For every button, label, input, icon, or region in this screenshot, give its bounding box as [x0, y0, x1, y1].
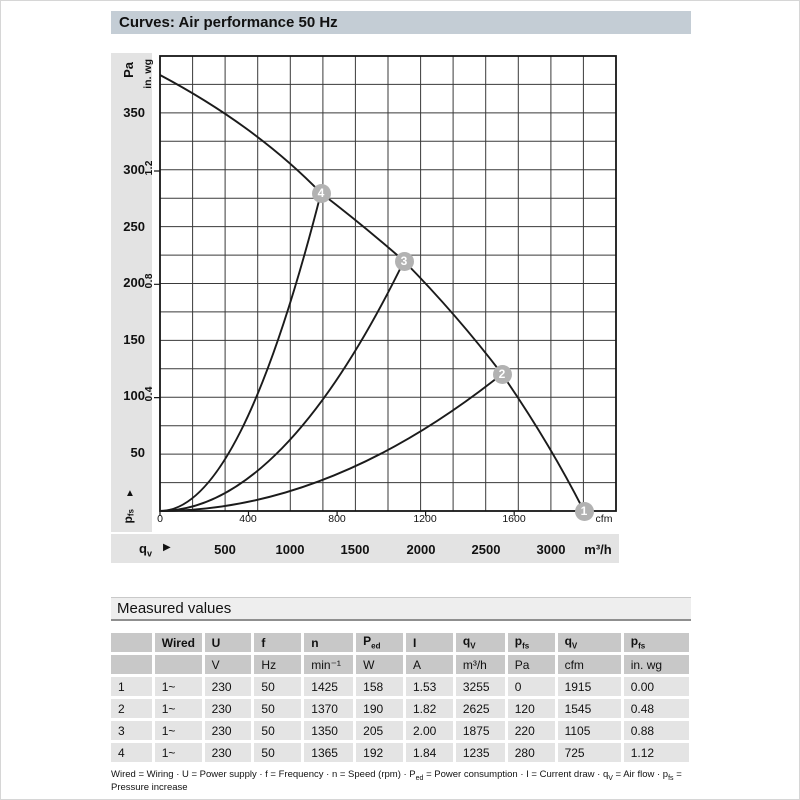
- cell: 1~: [155, 743, 202, 762]
- cell: 0: [508, 677, 555, 696]
- fan-curve: [160, 75, 584, 511]
- cfm-unit-label: cfm: [595, 513, 613, 525]
- cell: 1105: [558, 721, 621, 740]
- unit-a: A: [406, 655, 453, 674]
- table-row: [111, 699, 689, 718]
- cfm-tick-800: 800: [328, 513, 346, 525]
- cell: 2: [111, 699, 152, 718]
- cell: 2.00: [406, 721, 453, 740]
- pa-tick-100: 100: [123, 388, 145, 403]
- unit-m3h: m³/h: [456, 655, 505, 674]
- cell: 0.00: [624, 677, 689, 696]
- cfm-tick-400: 400: [239, 513, 257, 525]
- cfm-tick-0: 0: [157, 513, 163, 525]
- header-pfs-inwg: $p_{fs}$: [624, 633, 689, 652]
- system-curve-4: [160, 193, 321, 511]
- pa-tick-150: 150: [123, 332, 145, 347]
- inwg-tick-0-8: 0.8: [144, 273, 155, 289]
- table-row: [111, 743, 689, 762]
- cell: 120: [508, 699, 555, 718]
- unit-hz: Hz: [254, 655, 301, 674]
- unit-inwg: in. wg: [624, 655, 689, 674]
- cell: 0.88: [624, 721, 689, 740]
- qv-axis-label: $q_v$: [139, 541, 152, 559]
- cell: 0.48: [624, 699, 689, 718]
- cell: 1~: [155, 677, 202, 696]
- unit-pa: Pa: [508, 655, 555, 674]
- qv-right-arrow-icon: ▶: [163, 542, 171, 553]
- m3h-tick-2500: 2500: [471, 542, 501, 557]
- cell: 1350: [304, 721, 353, 740]
- cfm-tick-1600: 1600: [502, 513, 526, 525]
- header-blank: [111, 633, 152, 652]
- table-row: [111, 677, 689, 696]
- cell: 230: [205, 677, 252, 696]
- cell: 1: [111, 677, 152, 696]
- unit-blank: [111, 655, 152, 674]
- header-f: f: [254, 633, 301, 652]
- unit-cfm: cfm: [558, 655, 621, 674]
- m3h-tick-1000: 1000: [275, 542, 305, 557]
- m3h-unit-label: m³/h: [584, 542, 612, 557]
- cell: 1.12: [624, 743, 689, 762]
- cell: 158: [356, 677, 403, 696]
- cell: 230: [205, 699, 252, 718]
- inwg-tick-1-2: 1.2: [144, 160, 155, 176]
- m3h-tick-3000: 3000: [536, 542, 566, 557]
- cell: 190: [356, 699, 403, 718]
- cell: 1~: [155, 699, 202, 718]
- header-i: I: [406, 633, 453, 652]
- section-title-measured-values: Measured values: [111, 597, 691, 621]
- cell: 2625: [456, 699, 505, 718]
- m3h-tick-1500: 1500: [340, 542, 370, 557]
- system-curve-2: [160, 374, 502, 511]
- cell: 1365: [304, 743, 353, 762]
- cell: 1875: [456, 721, 505, 740]
- operating-point-3: 3: [395, 252, 414, 271]
- pa-tick-200: 200: [123, 275, 145, 290]
- header-n: n: [304, 633, 353, 652]
- measured-values-table: [108, 630, 692, 765]
- operating-point-2: 2: [493, 365, 512, 384]
- cell: 50: [254, 677, 301, 696]
- header-ped: $P_{ed}$: [356, 633, 403, 652]
- cell: 1.53: [406, 677, 453, 696]
- cell: 1.82: [406, 699, 453, 718]
- pa-tick-300: 300: [123, 162, 145, 177]
- header-qv-m3h: $q_V$: [456, 633, 505, 652]
- pa-unit-label: Pa: [121, 62, 136, 78]
- table-footnote: Wired = Wiring · U = Power supply · f = Frequency · n = Speed $(rpm) \cdot P_{ed}$ = Power consumption · I = Current draw · $q_V$ = Air flow · $p_{fs}$ = Pressure increase: [111, 769, 682, 793]
- cell: 192: [356, 743, 403, 762]
- table-header-row: [111, 633, 689, 652]
- cell: 230: [205, 743, 252, 762]
- page-title: Curves: Air performance 50 Hz: [111, 11, 691, 34]
- operating-point-4: 4: [312, 184, 331, 203]
- table-row: [111, 721, 689, 740]
- unit-blank: [155, 655, 202, 674]
- header-pfs-pa: $p_{fs}$: [508, 633, 555, 652]
- cell: 3255: [456, 677, 505, 696]
- cell: 1545: [558, 699, 621, 718]
- cfm-tick-1200: 1200: [413, 513, 437, 525]
- header-u: U: [205, 633, 252, 652]
- pfs-up-arrow-icon: ▲: [125, 488, 135, 499]
- cell: 220: [508, 721, 555, 740]
- operating-point-1: 1: [575, 502, 594, 521]
- header-qv-cfm: $q_V$: [558, 633, 621, 652]
- m3h-tick-500: 500: [214, 542, 236, 557]
- cell: 1235: [456, 743, 505, 762]
- pa-tick-250: 250: [123, 219, 145, 234]
- cell: 50: [254, 721, 301, 740]
- cell: 205: [356, 721, 403, 740]
- m3h-tick-2000: 2000: [406, 542, 436, 557]
- cell: 3: [111, 721, 152, 740]
- unit-min: min⁻¹: [304, 655, 353, 674]
- cell: 50: [254, 743, 301, 762]
- cell: 50: [254, 699, 301, 718]
- cell: 280: [508, 743, 555, 762]
- cell: 1370: [304, 699, 353, 718]
- cell: 1425: [304, 677, 353, 696]
- cell: 1~: [155, 721, 202, 740]
- system-curve-3: [160, 261, 404, 511]
- cell: 1.84: [406, 743, 453, 762]
- pfs-axis-label: $p_{fs}$: [121, 509, 136, 524]
- inwg-tick-0-4: 0.4: [144, 386, 155, 402]
- cell: 230: [205, 721, 252, 740]
- unit-w: W: [356, 655, 403, 674]
- header-wired: Wired: [155, 633, 202, 652]
- pa-tick-50: 50: [130, 445, 145, 460]
- table-units-row: [111, 655, 689, 674]
- cell: 725: [558, 743, 621, 762]
- inwg-unit-label: in. wg: [142, 59, 154, 89]
- unit-v: V: [205, 655, 252, 674]
- cell: 4: [111, 743, 152, 762]
- grid-lines: [160, 56, 616, 511]
- cell: 1915: [558, 677, 621, 696]
- pa-tick-350: 350: [123, 105, 145, 120]
